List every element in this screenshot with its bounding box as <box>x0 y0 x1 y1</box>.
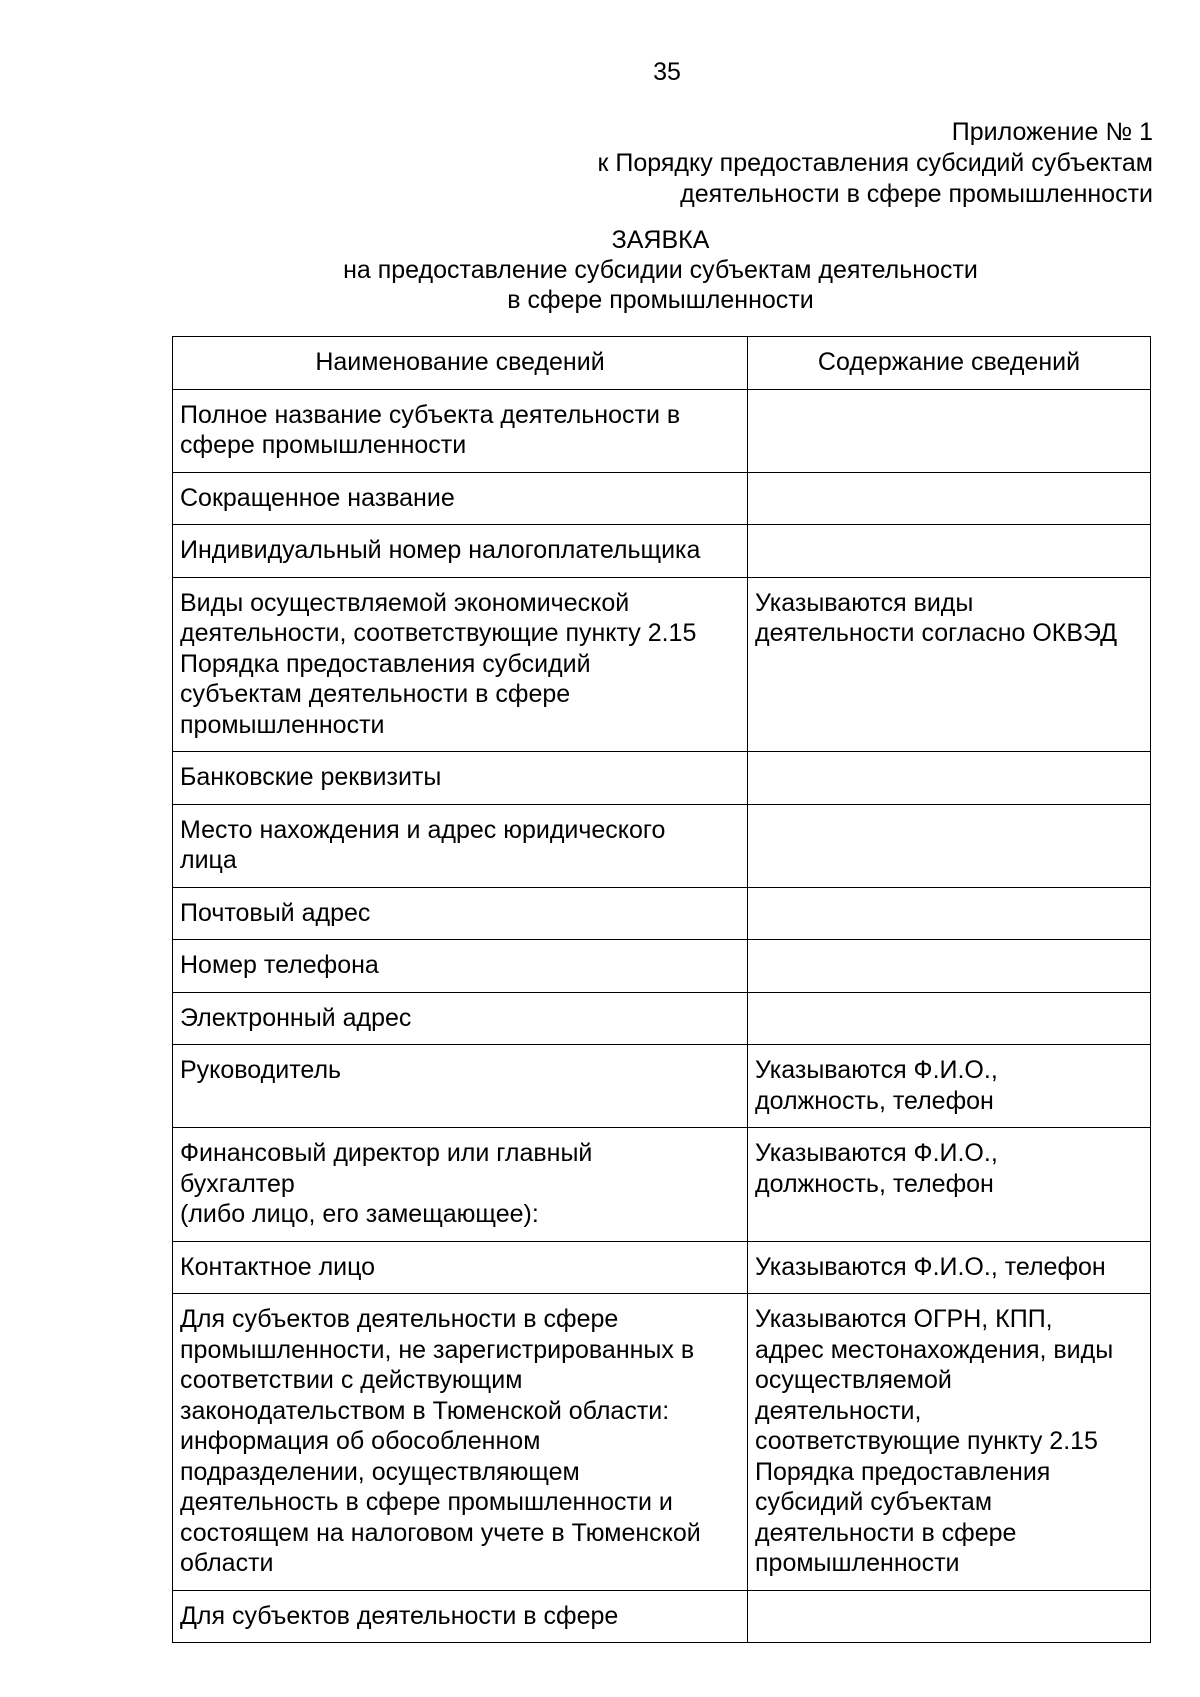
title-subtitle-line: на предоставление субсидии субъектам деятельности <box>343 256 978 284</box>
field-content-cell[interactable]: Указываются Ф.И.О., должность, телефон <box>748 1128 1151 1242</box>
appendix-title: Приложение № 1 <box>951 118 1153 146</box>
field-name-cell: Для субъектов деятельности в сфере <box>173 1590 748 1643</box>
table-row <box>173 1294 1151 1591</box>
table-row <box>173 992 1151 1045</box>
table-row <box>173 887 1151 940</box>
field-content-cell[interactable] <box>748 940 1151 993</box>
appendix-reference-line: деятельности в сфере промышленности <box>680 180 1153 208</box>
field-content-cell[interactable]: Указываются Ф.И.О., должность, телефон <box>748 1045 1151 1128</box>
field-content-cell[interactable] <box>748 1590 1151 1643</box>
column-header-content: Содержание сведений <box>748 337 1151 390</box>
table-row <box>173 1241 1151 1294</box>
table-header-row <box>173 337 1151 390</box>
table-row <box>173 804 1151 887</box>
page-number: 35 <box>653 58 681 86</box>
document-title <box>172 225 1149 315</box>
field-content-cell[interactable] <box>748 752 1151 805</box>
table-row <box>173 472 1151 525</box>
appendix-header <box>597 117 1153 210</box>
field-name-cell: Электронный адрес <box>173 992 748 1045</box>
field-content-cell[interactable]: Указываются виды деятельности согласно ОКВЭД <box>748 577 1151 752</box>
table-row <box>173 1590 1151 1643</box>
table-row <box>173 752 1151 805</box>
field-name-cell: Банковские реквизиты <box>173 752 748 805</box>
field-name-cell: Финансовый директор или главный бухгалтер (либо лицо, его замещающее): <box>173 1128 748 1242</box>
field-name-cell: Индивидуальный номер налогоплательщика <box>173 525 748 578</box>
title-heading: ЗАЯВКА <box>611 226 710 254</box>
field-name-cell: Номер телефона <box>173 940 748 993</box>
table-row <box>173 577 1151 752</box>
field-content-cell[interactable]: Указываются ОГРН, КПП, адрес местонахождения, виды осуществляемой деятельности, соответствующие пункту 2.15 Порядка предоставления субсидий субъектам деятельности в сфере промышленности <box>748 1294 1151 1591</box>
field-content-cell[interactable] <box>748 887 1151 940</box>
field-content-cell[interactable] <box>748 389 1151 472</box>
field-content-cell[interactable] <box>748 992 1151 1045</box>
field-content-cell[interactable] <box>748 525 1151 578</box>
field-content-cell[interactable] <box>748 804 1151 887</box>
field-content-cell[interactable]: Указываются Ф.И.О., телефон <box>748 1241 1151 1294</box>
table-row <box>173 1045 1151 1128</box>
field-name-cell: Контактное лицо <box>173 1241 748 1294</box>
column-header-name: Наименование сведений <box>173 337 748 390</box>
field-name-cell: Руководитель <box>173 1045 748 1128</box>
field-name-cell: Для субъектов деятельности в сфере промышленности, не зарегистрированных в соответствии с действующим законодательством в Тюменской области: информация об обособленном подразделении, осуществляющем деятельность в сфере промышленности и состоящем на налоговом учете в Тюменской области <box>173 1294 748 1591</box>
table-row <box>173 389 1151 472</box>
table-row <box>173 940 1151 993</box>
field-name-cell: Виды осуществляемой экономической деятельности, соответствующие пункту 2.15 Порядка предоставления субсидий субъектам деятельности в сфере промышленности <box>173 577 748 752</box>
appendix-reference-line: к Порядку предоставления субсидий субъектам <box>597 149 1153 177</box>
field-name-cell: Сокращенное название <box>173 472 748 525</box>
table-row <box>173 1128 1151 1242</box>
field-name-cell: Полное название субъекта деятельности в сфере промышленности <box>173 389 748 472</box>
table-row <box>173 525 1151 578</box>
field-content-cell[interactable] <box>748 472 1151 525</box>
field-name-cell: Место нахождения и адрес юридического лица <box>173 804 748 887</box>
application-form-table <box>172 336 1151 1643</box>
field-name-cell: Почтовый адрес <box>173 887 748 940</box>
title-subtitle-line: в сфере промышленности <box>507 286 814 314</box>
